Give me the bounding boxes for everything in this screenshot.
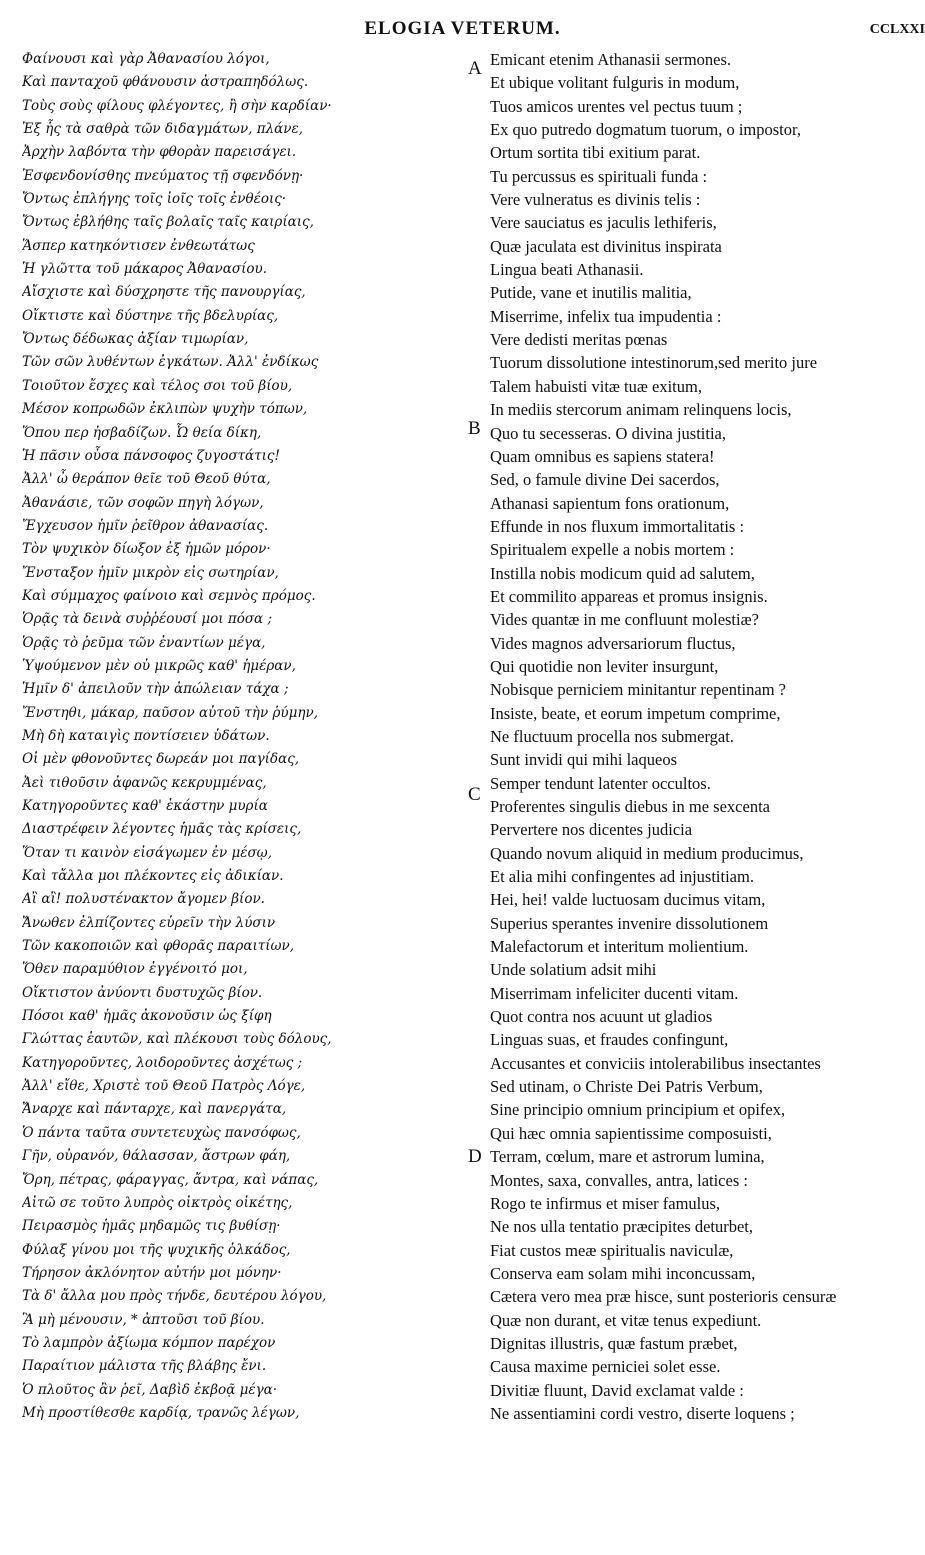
greek-verse-line: Ἅσπερ κατηκόντισεν ἐνθεωτάτως: [22, 237, 255, 254]
greek-verse-line: Ἀλλ' εἴθε, Χριστὲ τοῦ Θεοῦ Πατρὸς Λόγε,: [22, 1078, 306, 1095]
greek-verse-line: Οἴκτιστον ἀνύοντι δυστυχῶς βίον.: [22, 984, 263, 1001]
greek-verse-line: Ὁ πλοῦτος ἂν ῥεῖ, Δαβὶδ ἐκβοᾷ μέγα·: [22, 1381, 278, 1398]
latin-verse-line: Accusantes et conviciis intolerabilibus insectantes: [490, 1053, 821, 1073]
latin-verse-line: Spiritualem expelle a nobis mortem :: [490, 540, 735, 560]
latin-verse-line: Sine principio omnium principium et opifex,: [490, 1100, 786, 1120]
margin-marker-a: A: [468, 58, 482, 79]
latin-verse-line: Quo tu secesseras. O divina justitia,: [490, 423, 726, 443]
greek-verse-line: Αἲ αἲ! πολυστένακτον ἄγομεν βίον.: [22, 891, 265, 908]
greek-verse-line: Παραίτιον μάλιστα τῆς βλάβης ἔνι.: [22, 1358, 267, 1375]
greek-text-column: [22, 48, 462, 1425]
latin-verse-line: Linguas suas, et fraudes confingunt,: [490, 1030, 729, 1050]
latin-verse-line: Qui hæc omnia sapientissime composuisti,: [490, 1123, 772, 1143]
greek-verse-line: Ἡμῖν δ' ἀπειλοῦν τὴν ἀπώλειαν τάχα ;: [22, 681, 289, 698]
latin-verse-line: Ne fluctuum procella nos submergat.: [490, 726, 734, 746]
latin-verse-line: Quando novum aliquid in medium producimus,: [490, 843, 804, 863]
latin-verse-line: Vides quantæ in me confluunt molestiæ?: [490, 610, 759, 630]
greek-verse-line: Γλώττας ἑαυτῶν, καὶ πλέκουσι τοὺς δόλους,: [22, 1031, 332, 1048]
margin-marker-d: D: [468, 1146, 482, 1167]
greek-verse-line: Αἰτῶ σε τοῦτο λυπρὸς οἰκτρὸς οἰκέτης,: [22, 1194, 293, 1211]
greek-verse-line: Οἴκτιστε καὶ δύστηνε τῆς βδελυρίας,: [22, 307, 279, 324]
greek-verse-line: Ἔνσταξον ἡμῖν μικρὸν εἰς σωτηρίαν,: [22, 564, 279, 581]
greek-verse-line: Ἔγχευσον ἡμῖν ῥεῖθρον ἀθανασίας.: [22, 517, 269, 534]
greek-verse-line: Ἔνστηθι, μάκαρ, παῦσον αὐτοῦ τὴν ῥύμην,: [22, 704, 318, 721]
latin-verse-line: Athanasi sapientum fons orationum,: [490, 493, 730, 513]
greek-verse-line: Γῆν, οὐρανόν, θάλασσαν, ἄστρων φάη,: [22, 1148, 291, 1165]
latin-verse-line: Lingua beati Athanasii.: [490, 260, 644, 280]
greek-verse-line: Ἄνωθεν ἐλπίζοντες εὑρεῖν τὴν λύσιν: [22, 914, 276, 931]
latin-verse-line: Vere vulneratus es divinis telis :: [490, 190, 701, 210]
greek-verse-line: Ἃ μὴ μένουσιν, * ἀπτοῦσι τοῦ βίου.: [22, 1311, 265, 1328]
latin-verse-line: Quam omnibus es sapiens statera!: [490, 446, 715, 466]
latin-verse-line: Divitiæ fluunt, David exclamat valde :: [490, 1380, 744, 1400]
greek-verse-line: Ἡ γλῶττα τοῦ μάκαρος Ἀθανασίου.: [22, 261, 267, 278]
greek-verse-line: Τῶν κακοποιῶν καὶ φθορᾶς παραιτίων,: [22, 938, 295, 955]
greek-verse-line: Ἐξ ἧς τὰ σαθρὰ τῶν διδαγμάτων, πλάνε,: [22, 121, 304, 138]
greek-verse-line: Ὅπου περ ἠσβαδίζων. Ὦ θεία δίκη,: [22, 424, 262, 441]
greek-verse-line: Καὶ τἄλλα μοι πλέκοντες εἰς ἀδικίαν.: [22, 868, 284, 885]
latin-verse-line: Conserva eam solam mihi inconcussam,: [490, 1263, 756, 1283]
greek-verse-line: Τῶν σῶν λυθέντων ἐγκάτων. Ἀλλ' ἐνδίκως: [22, 354, 319, 371]
greek-verse-line: Καὶ σύμμαχος φαίνοιο καὶ σεμνὸς πρόμος.: [22, 587, 316, 604]
margin-marker-b: B: [468, 418, 481, 439]
latin-verse-line: Vides magnos adversariorum fluctus,: [490, 633, 736, 653]
greek-verse-line: Ἀλλ' ὦ θεράπον θεῖε τοῦ Θεοῦ θύτα,: [22, 471, 271, 488]
latin-verse-line: Quæ jaculata est divinitus inspirata: [490, 236, 722, 256]
latin-verse-line: Semper tendunt latenter occultos.: [490, 773, 711, 793]
latin-verse-line: In mediis stercorum animam relinquens locis,: [490, 400, 792, 420]
greek-verse-line: Τὰ δ' ἄλλα μου πρὸς τήνδε, δευτέρου λόγου,: [22, 1288, 327, 1305]
greek-verse-line: Ὄντως δέδωκας ἀξίαν τιμωρίαν,: [22, 331, 249, 348]
greek-verse-line: Ὄντως ἐπλήγης τοῖς ἰοῖς τοῖς ἐνθέοις·: [22, 191, 287, 208]
latin-verse-line: Tuorum dissolutione intestinorum,sed merito jure: [490, 353, 818, 373]
greek-verse-line: Ὄντως ἐβλήθης ταῖς βολαῖς ταῖς καιρίαις,: [22, 214, 314, 231]
greek-verse-line: Κατηγοροῦντες καθ' ἑκάστην μυρία: [22, 798, 268, 814]
greek-verse-line: Κατηγοροῦντες, λοιδοροῦντες ἀσχέτως ;: [22, 1054, 303, 1071]
greek-verse-line: Οἱ μὲν φθονοῦντες δωρεάν μοι παγίδας,: [22, 751, 300, 768]
greek-verse-line: Ἀρχὴν λαβόντα τὴν φθορὰν παρεισάγει.: [22, 144, 297, 161]
greek-verse-line: Ὁρᾷς τὸ ῥεῦμα τῶν ἐναντίων μέγα,: [22, 634, 266, 651]
latin-verse-line: Emicant etenim Athanasii sermones.: [490, 50, 732, 69]
latin-verse-line: Ne nos ulla tentatio præcipites deturbet,: [490, 1217, 754, 1237]
latin-verse-line: Sunt invidi qui mihi laqueos: [490, 750, 678, 770]
greek-verse-line: Μέσον κοπρωδῶν ἐκλιπὼν ψυχὴν τόπων,: [22, 401, 308, 418]
page-title: ELOGIA VETERUM.: [364, 18, 561, 39]
latin-verse-line: Ne assentiamini cordi vestro, diserte loquens ;: [490, 1403, 795, 1423]
latin-verse-line: Qui quotidie non leviter insurgunt,: [490, 656, 719, 676]
greek-verse-line: Αἴσχιστε καὶ δύσχρηστε τῆς πανουργίας,: [22, 284, 306, 301]
greek-verse-line: Διαστρέφειν λέγοντες ἡμᾶς τὰς κρίσεις,: [22, 821, 302, 838]
greek-verse-line: Ὄρη, πέτρας, φάραγγας, ἄντρα, καὶ νάπας,: [22, 1171, 319, 1188]
greek-verse-line: Ἡ πᾶσιν οὖσα πάνσοφος ζυγοστάτις!: [22, 447, 280, 464]
latin-verse-line: Causa maxime perniciei solet esse.: [490, 1357, 721, 1377]
latin-verse-line: Rogo te infirmus et miser famulus,: [490, 1193, 721, 1213]
latin-verse-line: Ortum sortita tibi exitium parat.: [490, 143, 701, 163]
latin-verse-line: Cætera vero mea præ hisce, sunt posterioris censuræ: [490, 1287, 837, 1307]
latin-verse-line: Malefactorum et interitum molientium.: [490, 937, 749, 957]
latin-verse-line: Talem habuisti vitæ tuæ exitum,: [490, 376, 702, 396]
latin-verse-line: Dignitas illustris, quæ fastum præbet,: [490, 1333, 738, 1353]
latin-verse-line: Et alia mihi confingentes ad injustitiam.: [490, 867, 754, 887]
greek-verse-line: Τοὺς σοὺς φίλους φλέγοντες, ἢ σὴν καρδίαν·: [22, 97, 332, 114]
greek-verse-line: Ὁρᾷς τὰ δεινὰ συῤῥέουσί μοι πόσα ;: [22, 611, 272, 628]
latin-verse-line: Quæ non durant, et vitæ tenus expediunt.: [490, 1310, 762, 1330]
greek-verse-line: Τὸν ψυχικὸν δίωξον ἐξ ἡμῶν μόρον·: [22, 541, 271, 558]
latin-verse-line: Ex quo putredo dogmatum tuorum, o impostor,: [490, 120, 801, 140]
margin-marker-c: C: [468, 784, 481, 805]
latin-verse-line: Miserrimam infeliciter ducenti vitam.: [490, 983, 739, 1003]
greek-verse-line: Ἄναρχε καὶ πάνταρχε, καὶ πανεργάτα,: [22, 1101, 287, 1118]
greek-verse-line: Πειρασμὸς ἡμᾶς μηδαμῶς τις βυθίσῃ·: [22, 1218, 281, 1235]
latin-verse-line: Nobisque perniciem minitantur repentinam ?: [490, 680, 786, 700]
latin-verse-line: Sed, o famule divine Dei sacerdos,: [490, 470, 720, 490]
latin-verse-line: Superius sperantes invenire dissolutionem: [490, 913, 769, 933]
latin-verse-line: Instilla nobis modicum quid ad salutem,: [490, 563, 755, 583]
page-number: CCLXXI: [869, 22, 925, 37]
latin-verse-line: Vere dedisti meritas pœnas: [490, 330, 668, 350]
greek-verse-line: Ἐσφενδονίσθης πνεύματος τῇ σφενδόνῃ·: [22, 167, 304, 184]
greek-verse-line: Ὑψούμενον μὲν οὐ μικρῶς καθ' ἡμέραν,: [22, 657, 296, 674]
latin-verse-line: Quot contra nos acuunt ut gladios: [490, 1007, 713, 1027]
greek-verse-line: Ἀθανάσιε, τῶν σοφῶν πηγὴ λόγων,: [22, 494, 264, 511]
latin-verse-line: Et ubique volitant fulguris in modum,: [490, 73, 740, 93]
greek-verse-line: Τὸ λαμπρὸν ἀξίωμα κόμπον παρέχον: [22, 1334, 276, 1351]
greek-verse-line: Ὁ πάντα ταῦτα συντετευχὼς πανσόφως,: [22, 1124, 301, 1141]
latin-verse-line: Miserrime, infelix tua impudentia :: [490, 306, 722, 326]
latin-verse-line: Tuos amicos urentes vel pectus tuum ;: [490, 96, 743, 116]
greek-verse-line: Φαίνουσι καὶ γὰρ Ἀθανασίου λόγοι,: [22, 51, 270, 67]
latin-verse-line: Terram, cœlum, mare et astrorum lumina,: [490, 1147, 765, 1167]
greek-verse-line: Μὴ προστίθεσθε καρδίᾳ, τρανῶς λέγων,: [22, 1404, 300, 1421]
greek-verse-line: Καὶ πανταχοῦ φθάνουσιν ἀστραπηδόλως.: [22, 74, 309, 91]
greek-verse-line: Τοιοῦτον ἔσχες καὶ τέλος σοι τοῦ βίου,: [22, 377, 293, 394]
latin-verse-line: Insiste, beate, et eorum impetum comprime,: [490, 703, 781, 723]
latin-verse-line: Hei, hei! valde luctuosam ducimus vitam,: [490, 890, 766, 910]
latin-verse-line: Effunde in nos fluxum immortalitatis :: [490, 516, 745, 536]
latin-verse-line: Fiat custos meæ spiritualis naviculæ,: [490, 1240, 734, 1260]
latin-verse-line: Proferentes singulis diebus in me sexcenta: [490, 797, 770, 816]
greek-verse-line: Πόσοι καθ' ἡμᾶς ἀκονοῦσιν ὡς ξίφη: [22, 1008, 272, 1025]
greek-verse-line: Μὴ δὴ καταιγὶς ποντίσειεν ὑδάτων.: [22, 727, 270, 744]
latin-verse-line: Pervertere nos dicentes judicia: [490, 820, 693, 840]
greek-verse-line: Φύλαξ γίνου μοι τῆς ψυχικῆς ὁλκάδος,: [22, 1241, 291, 1258]
greek-verse-line: Τήρησον ἀκλόνητον αὐτήν μοι μόνην·: [22, 1264, 282, 1281]
latin-verse-line: Unde solatium adsit mihi: [490, 960, 657, 980]
latin-verse-line: Putide, vane et inutilis malitia,: [490, 283, 692, 303]
greek-verse-line: Ὅθεν παραμύθιον ἐγγένοιτό μοι,: [22, 961, 248, 978]
latin-verse-line: Vere sauciatus es jaculis lethiferis,: [490, 213, 717, 233]
latin-verse-line: Tu percussus es spirituali funda :: [490, 166, 708, 186]
greek-verse-line: Ὅταν τι καινὸν εἰσάγωμεν ἐν μέσῳ,: [22, 844, 272, 861]
greek-verse-line: Ἀεὶ τιθοῦσιν ἀφανῶς κεκρυμμένας,: [22, 774, 267, 791]
latin-text-column: [490, 48, 925, 1425]
latin-verse-line: Sed utinam, o Christe Dei Patris Verbum,: [490, 1077, 763, 1097]
latin-verse-line: Et commilito appareas et promus insignis.: [490, 586, 768, 606]
latin-verse-line: Montes, saxa, convalles, antra, latices :: [490, 1170, 748, 1190]
